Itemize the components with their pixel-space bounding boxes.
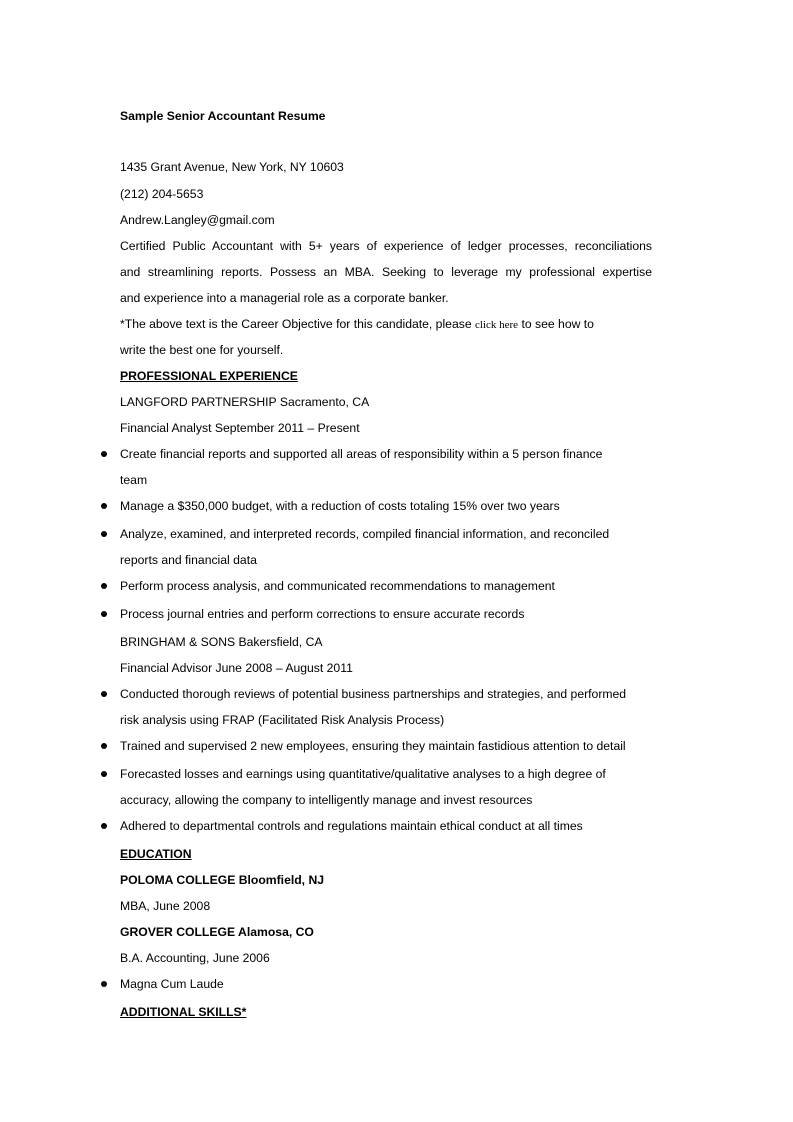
job-2-bullet-3-line-1: Forecasted losses and earnings using quantitative/qualitative analyses to a high degree of — [120, 767, 606, 781]
resume-title: Sample Senior Accountant Resume — [120, 109, 326, 123]
skills-heading: ADDITIONAL SKILLS* — [120, 1005, 247, 1019]
objective-line-1: Certified Public Accountant with 5+ years of experience of ledger processes, reconciliations — [120, 239, 652, 253]
school-1-degree: MBA, June 2008 — [120, 899, 211, 913]
job-2-bullet-2: Trained and supervised 2 new employees, ensuring they maintain fastidious attention to detail — [120, 739, 626, 753]
experience-heading: PROFESSIONAL EXPERIENCE — [120, 369, 298, 383]
job-2-bullet-1-line-1: Conducted thorough reviews of potential business partnerships and strategies, and performed — [120, 687, 627, 701]
job-1-company: LANGFORD PARTNERSHIP Sacramento, CA — [120, 395, 370, 409]
job-2-bullet-3-line-2: accuracy, allowing the company to intelligently manage and invest resources — [120, 793, 533, 807]
bullet-icon — [101, 611, 107, 617]
bullet-icon — [101, 771, 107, 777]
school-2-degree: B.A. Accounting, June 2006 — [120, 951, 270, 965]
education-heading: EDUCATION — [120, 847, 192, 861]
school-1-name: POLOMA COLLEGE Bloomfield, NJ — [120, 873, 325, 887]
honor-1: Magna Cum Laude — [120, 977, 224, 991]
bullet-icon — [101, 691, 107, 697]
objective-line-2: and streamlining reports. Possess an MBA. Seeking to leverage my professional expertise — [120, 265, 652, 279]
bullet-icon — [101, 823, 107, 829]
objective-note-suffix: to see how to — [521, 317, 594, 331]
contact-phone: (212) 204-5653 — [120, 187, 204, 201]
bullet-icon — [101, 503, 107, 509]
contact-address: 1435 Grant Avenue, New York, NY 10603 — [120, 160, 344, 174]
job-1-bullet-1-line-2: team — [120, 473, 148, 487]
job-2-role: Financial Advisor June 2008 – August 2011 — [120, 661, 353, 675]
job-1-bullet-1-line-1: Create financial reports and supported all areas of responsibility within a 5 person finance — [120, 447, 603, 461]
objective-note — [120, 317, 652, 332]
bullet-icon — [101, 583, 107, 589]
job-2-bullet-4: Adhered to departmental controls and regulations maintain ethical conduct at all times — [120, 819, 583, 833]
job-1-role: Financial Analyst September 2011 – Present — [120, 421, 360, 435]
contact-email: Andrew.Langley@gmail.com — [120, 213, 275, 227]
job-1-bullet-2: Manage a $350,000 budget, with a reduction of costs totaling 15% over two years — [120, 499, 560, 513]
job-2-bullet-1-line-2: risk analysis using FRAP (Facilitated Risk Analysis Process) — [120, 713, 445, 727]
objective-note-line-2: write the best one for yourself. — [120, 343, 284, 357]
bullet-icon — [101, 743, 107, 749]
job-1-bullet-4: Perform process analysis, and communicated recommendations to management — [120, 579, 555, 593]
bullet-icon — [101, 451, 107, 457]
click-here-link[interactable]: click here — [475, 319, 519, 331]
job-1-bullet-5: Process journal entries and perform corrections to ensure accurate records — [120, 607, 525, 621]
objective-note-prefix: *The above text is the Career Objective for this candidate, please — [120, 317, 472, 331]
bullet-icon — [101, 531, 107, 537]
job-1-bullet-3-line-2: reports and financial data — [120, 553, 257, 567]
school-2-name: GROVER COLLEGE Alamosa, CO — [120, 925, 314, 939]
objective-line-3: and experience into a managerial role as a corporate banker. — [120, 291, 449, 305]
job-1-bullet-3-line-1: Analyze, examined, and interpreted records, compiled financial information, and reconciled — [120, 527, 610, 541]
bullet-icon — [101, 981, 107, 987]
job-2-company: BRINGHAM & SONS Bakersfield, CA — [120, 635, 323, 649]
